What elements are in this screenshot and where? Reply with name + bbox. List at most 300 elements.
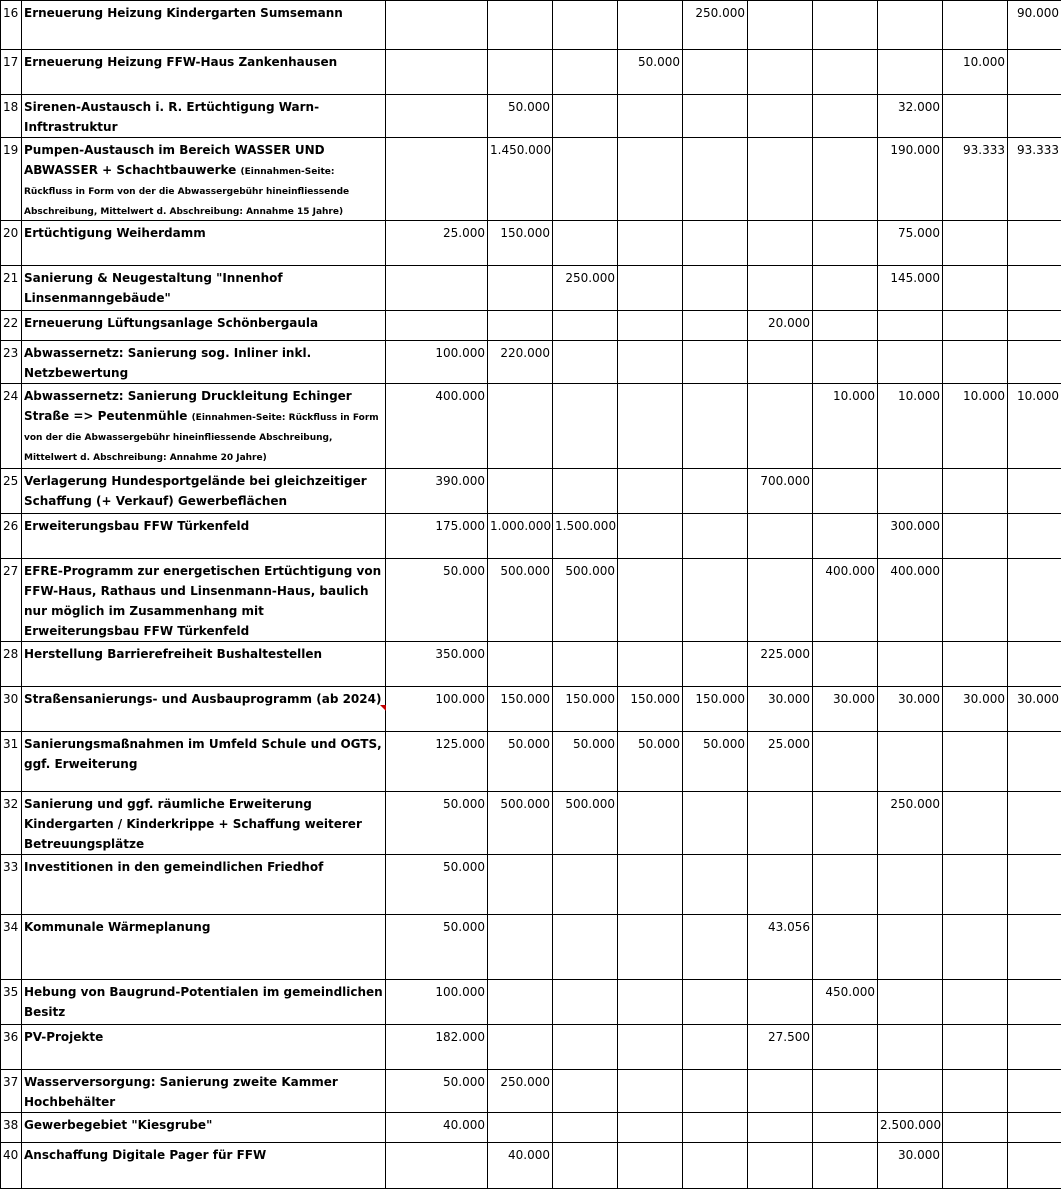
value-cell[interactable]: 350.000 — [386, 642, 488, 687]
description-text: Straßensanierungs- und Ausbauprogramm (ab 2024) — [24, 692, 381, 706]
value-cell[interactable] — [748, 792, 813, 855]
row-number-cell[interactable]: 27 — [1, 559, 22, 642]
value-cell[interactable] — [683, 50, 748, 95]
value-cell[interactable] — [386, 95, 488, 138]
value-cell[interactable] — [553, 138, 618, 221]
value-cell[interactable] — [553, 1, 618, 50]
description-note: (Einnahmen-Seite: Rückfluss in Form von der die Abwassergebühr hineinfliessende Abschreibung, Mittelwert d. Abschreibung: Annahme 20 Jahre) — [24, 413, 379, 463]
table-row — [1, 384, 1061, 469]
value-cell[interactable] — [813, 138, 878, 221]
description-cell[interactable] — [22, 138, 386, 221]
value-cell[interactable] — [748, 138, 813, 221]
value-cell[interactable]: 50.000 — [618, 50, 683, 95]
value-cell[interactable] — [878, 1070, 943, 1113]
value-cell[interactable]: 500.000 — [553, 792, 618, 855]
description-cell[interactable] — [22, 384, 386, 469]
value-cell[interactable]: 50.000 — [386, 792, 488, 855]
value-cell[interactable] — [1008, 311, 1061, 341]
value-cell[interactable]: 10.000 — [813, 384, 878, 469]
row-number-cell[interactable]: 23 — [1, 341, 22, 384]
description-cell[interactable] — [22, 1, 386, 50]
value-cell[interactable] — [1008, 341, 1061, 384]
value-cell[interactable] — [683, 469, 748, 514]
value-cell[interactable]: 150.000 — [488, 687, 553, 732]
value-cell[interactable]: 25.000 — [386, 221, 488, 266]
value-cell[interactable]: 220.000 — [488, 341, 553, 384]
value-cell[interactable] — [1008, 469, 1061, 514]
value-cell[interactable] — [553, 855, 618, 915]
value-cell[interactable]: 50.000 — [683, 732, 748, 792]
description-cell[interactable] — [22, 732, 386, 792]
value-cell[interactable] — [1008, 1025, 1061, 1070]
value-cell[interactable]: 30.000 — [943, 687, 1008, 732]
value-cell[interactable] — [878, 915, 943, 980]
row-number-cell[interactable]: 22 — [1, 311, 22, 341]
value-cell[interactable] — [748, 50, 813, 95]
value-cell[interactable] — [386, 1143, 488, 1189]
description-cell[interactable] — [22, 50, 386, 95]
value-cell[interactable] — [813, 915, 878, 980]
value-cell[interactable] — [553, 384, 618, 469]
value-cell[interactable] — [943, 792, 1008, 855]
value-cell[interactable] — [618, 138, 683, 221]
value-cell[interactable] — [943, 1143, 1008, 1189]
value-cell[interactable]: 100.000 — [386, 341, 488, 384]
description-cell[interactable] — [22, 559, 386, 642]
value-cell[interactable] — [618, 792, 683, 855]
row-number-cell[interactable]: 21 — [1, 266, 22, 311]
description-text: Kommunale Wärmeplanung — [24, 920, 210, 934]
value-cell[interactable] — [748, 266, 813, 311]
value-cell[interactable] — [618, 559, 683, 642]
description-cell[interactable] — [22, 341, 386, 384]
value-cell[interactable] — [553, 50, 618, 95]
row-number-cell[interactable]: 26 — [1, 514, 22, 559]
value-cell[interactable]: 90.000 — [1008, 1, 1061, 50]
value-cell[interactable] — [813, 1113, 878, 1143]
value-cell[interactable]: 1.450.000 — [488, 138, 553, 221]
value-cell[interactable] — [683, 341, 748, 384]
description-cell[interactable] — [22, 915, 386, 980]
value-cell[interactable] — [386, 138, 488, 221]
value-cell[interactable] — [553, 980, 618, 1025]
value-cell[interactable] — [813, 95, 878, 138]
value-cell[interactable] — [618, 266, 683, 311]
description-cell[interactable] — [22, 1143, 386, 1189]
description-cell[interactable] — [22, 469, 386, 514]
value-cell[interactable]: 25.000 — [748, 732, 813, 792]
value-cell[interactable] — [683, 915, 748, 980]
value-cell[interactable]: 75.000 — [878, 221, 943, 266]
value-cell[interactable]: 225.000 — [748, 642, 813, 687]
description-cell[interactable] — [22, 221, 386, 266]
description-cell[interactable] — [22, 1070, 386, 1113]
value-cell[interactable] — [618, 915, 683, 980]
value-cell[interactable]: 400.000 — [386, 384, 488, 469]
value-cell[interactable]: 500.000 — [488, 792, 553, 855]
value-cell[interactable]: 32.000 — [878, 95, 943, 138]
row-number-cell[interactable]: 20 — [1, 221, 22, 266]
value-cell[interactable] — [683, 642, 748, 687]
value-cell[interactable] — [813, 311, 878, 341]
value-cell[interactable] — [813, 855, 878, 915]
value-cell[interactable] — [748, 514, 813, 559]
value-cell[interactable] — [878, 50, 943, 95]
description-cell[interactable] — [22, 95, 386, 138]
value-cell[interactable] — [683, 1025, 748, 1070]
value-cell[interactable] — [553, 1025, 618, 1070]
value-cell[interactable] — [553, 221, 618, 266]
value-cell[interactable] — [878, 642, 943, 687]
value-cell[interactable]: 50.000 — [488, 95, 553, 138]
value-cell[interactable] — [813, 221, 878, 266]
value-cell[interactable] — [813, 469, 878, 514]
value-cell[interactable] — [943, 1113, 1008, 1143]
row-number-cell[interactable]: 19 — [1, 138, 22, 221]
value-cell[interactable] — [748, 980, 813, 1025]
value-cell[interactable] — [618, 1070, 683, 1113]
value-cell[interactable]: 100.000 — [386, 980, 488, 1025]
value-cell[interactable] — [1008, 980, 1061, 1025]
value-cell[interactable] — [813, 732, 878, 792]
value-cell[interactable]: 175.000 — [386, 514, 488, 559]
value-cell[interactable] — [748, 559, 813, 642]
value-cell[interactable] — [618, 1, 683, 50]
table-row — [1, 855, 1061, 915]
value-cell[interactable] — [813, 642, 878, 687]
value-cell[interactable] — [553, 1143, 618, 1189]
value-cell[interactable] — [618, 469, 683, 514]
value-cell[interactable] — [683, 855, 748, 915]
table-row — [1, 1, 1061, 50]
value-cell[interactable] — [488, 1025, 553, 1070]
table-row — [1, 1143, 1061, 1189]
value-cell[interactable]: 1.500.000 — [553, 514, 618, 559]
value-cell[interactable]: 10.000 — [943, 50, 1008, 95]
value-cell[interactable]: 400.000 — [813, 559, 878, 642]
value-cell[interactable] — [488, 855, 553, 915]
value-cell[interactable] — [943, 980, 1008, 1025]
comment-indicator[interactable] — [380, 705, 386, 711]
value-cell[interactable]: 1.000.000 — [488, 514, 553, 559]
value-cell[interactable] — [618, 341, 683, 384]
value-cell[interactable] — [1008, 514, 1061, 559]
value-cell[interactable] — [1008, 855, 1061, 915]
value-cell[interactable] — [386, 311, 488, 341]
value-cell[interactable] — [618, 384, 683, 469]
row-number-cell[interactable]: 32 — [1, 792, 22, 855]
value-cell[interactable] — [1008, 1070, 1061, 1113]
table-row — [1, 514, 1061, 559]
value-cell[interactable] — [683, 95, 748, 138]
row-number-cell[interactable]: 31 — [1, 732, 22, 792]
value-cell[interactable] — [618, 1143, 683, 1189]
value-cell[interactable]: 2.500.000 — [878, 1113, 943, 1143]
table-row — [1, 559, 1061, 642]
value-cell[interactable]: 125.000 — [386, 732, 488, 792]
value-cell[interactable] — [488, 642, 553, 687]
value-cell[interactable]: 150.000 — [553, 687, 618, 732]
value-cell[interactable] — [943, 642, 1008, 687]
value-cell[interactable] — [878, 1025, 943, 1070]
description-text: Gewerbegebiet "Kiesgrube" — [24, 1118, 212, 1132]
value-cell[interactable] — [813, 1, 878, 50]
value-cell[interactable] — [748, 384, 813, 469]
value-cell[interactable] — [618, 855, 683, 915]
value-cell[interactable] — [748, 221, 813, 266]
value-cell[interactable] — [878, 469, 943, 514]
value-cell[interactable] — [683, 792, 748, 855]
value-cell[interactable]: 450.000 — [813, 980, 878, 1025]
value-cell[interactable]: 30.000 — [878, 1143, 943, 1189]
row-number-cell[interactable]: 40 — [1, 1143, 22, 1189]
value-cell[interactable] — [748, 95, 813, 138]
value-cell[interactable] — [943, 469, 1008, 514]
value-cell[interactable] — [1008, 915, 1061, 980]
value-cell[interactable] — [488, 915, 553, 980]
value-cell[interactable] — [683, 138, 748, 221]
value-cell[interactable]: 50.000 — [386, 855, 488, 915]
value-cell[interactable] — [943, 1070, 1008, 1113]
value-cell[interactable] — [878, 980, 943, 1025]
value-cell[interactable] — [618, 221, 683, 266]
row-number-cell[interactable]: 28 — [1, 642, 22, 687]
value-cell[interactable] — [1008, 732, 1061, 792]
value-cell[interactable]: 145.000 — [878, 266, 943, 311]
value-cell[interactable] — [878, 732, 943, 792]
value-cell[interactable]: 27.500 — [748, 1025, 813, 1070]
row-number-cell[interactable]: 33 — [1, 855, 22, 915]
value-cell[interactable] — [943, 1, 1008, 50]
value-cell[interactable]: 400.000 — [878, 559, 943, 642]
value-cell[interactable] — [813, 1143, 878, 1189]
value-cell[interactable]: 10.000 — [1008, 384, 1061, 469]
value-cell[interactable] — [943, 95, 1008, 138]
value-cell[interactable] — [618, 1025, 683, 1070]
description-cell[interactable] — [22, 1113, 386, 1143]
value-cell[interactable] — [813, 1025, 878, 1070]
value-cell[interactable]: 20.000 — [748, 311, 813, 341]
value-cell[interactable] — [618, 311, 683, 341]
value-cell[interactable] — [943, 221, 1008, 266]
value-cell[interactable] — [943, 1025, 1008, 1070]
value-cell[interactable] — [943, 559, 1008, 642]
value-cell[interactable] — [488, 266, 553, 311]
description-cell[interactable] — [22, 311, 386, 341]
row-number-cell[interactable]: 25 — [1, 469, 22, 514]
value-cell[interactable] — [683, 980, 748, 1025]
value-cell[interactable]: 93.333 — [943, 138, 1008, 221]
description-text: Sanierung & Neugestaltung "Innenhof Linsenmanngebäude" — [24, 271, 283, 305]
value-cell[interactable] — [943, 311, 1008, 341]
value-cell[interactable] — [748, 1, 813, 50]
value-cell[interactable] — [943, 514, 1008, 559]
description-cell[interactable] — [22, 687, 386, 732]
value-cell[interactable]: 50.000 — [553, 732, 618, 792]
description-text: Erweiterungsbau FFW Türkenfeld — [24, 519, 249, 533]
value-cell[interactable]: 40.000 — [386, 1113, 488, 1143]
value-cell[interactable] — [553, 1113, 618, 1143]
value-cell[interactable]: 30.000 — [748, 687, 813, 732]
value-cell[interactable] — [553, 642, 618, 687]
table-row — [1, 980, 1061, 1025]
value-cell[interactable] — [488, 1113, 553, 1143]
value-cell[interactable] — [1008, 1113, 1061, 1143]
value-cell[interactable]: 182.000 — [386, 1025, 488, 1070]
value-cell[interactable] — [683, 514, 748, 559]
row-number-cell[interactable]: 16 — [1, 1, 22, 50]
value-cell[interactable] — [618, 1113, 683, 1143]
value-cell[interactable] — [748, 341, 813, 384]
value-cell[interactable] — [1008, 642, 1061, 687]
value-cell[interactable] — [488, 469, 553, 514]
value-cell[interactable] — [488, 1, 553, 50]
table-row — [1, 221, 1061, 266]
value-cell[interactable] — [553, 341, 618, 384]
description-text: PV-Projekte — [24, 1030, 103, 1044]
value-cell[interactable] — [488, 311, 553, 341]
value-cell[interactable] — [618, 514, 683, 559]
value-cell[interactable]: 500.000 — [488, 559, 553, 642]
value-cell[interactable] — [683, 559, 748, 642]
value-cell[interactable] — [488, 980, 553, 1025]
row-number-cell[interactable]: 18 — [1, 95, 22, 138]
value-cell[interactable]: 30.000 — [878, 687, 943, 732]
table-row — [1, 311, 1061, 341]
value-cell[interactable] — [1008, 559, 1061, 642]
table-row — [1, 915, 1061, 980]
value-cell[interactable] — [813, 50, 878, 95]
row-number-cell[interactable]: 36 — [1, 1025, 22, 1070]
value-cell[interactable] — [878, 855, 943, 915]
value-cell[interactable]: 50.000 — [386, 559, 488, 642]
description-cell[interactable] — [22, 792, 386, 855]
value-cell[interactable] — [943, 732, 1008, 792]
table-row — [1, 50, 1061, 95]
value-cell[interactable] — [683, 1070, 748, 1113]
row-number-cell[interactable]: 34 — [1, 915, 22, 980]
value-cell[interactable] — [943, 266, 1008, 311]
value-cell[interactable]: 50.000 — [488, 732, 553, 792]
value-cell[interactable] — [683, 1143, 748, 1189]
value-cell[interactable]: 250.000 — [683, 1, 748, 50]
value-cell[interactable] — [1008, 221, 1061, 266]
value-cell[interactable]: 700.000 — [748, 469, 813, 514]
value-cell[interactable] — [618, 95, 683, 138]
value-cell[interactable] — [386, 266, 488, 311]
value-cell[interactable] — [813, 792, 878, 855]
row-number-cell[interactable]: 30 — [1, 687, 22, 732]
value-cell[interactable]: 50.000 — [386, 1070, 488, 1113]
value-cell[interactable] — [748, 855, 813, 915]
table-row — [1, 341, 1061, 384]
description-cell[interactable] — [22, 1025, 386, 1070]
value-cell[interactable]: 100.000 — [386, 687, 488, 732]
value-cell[interactable] — [813, 1070, 878, 1113]
table-row — [1, 469, 1061, 514]
value-cell[interactable] — [943, 855, 1008, 915]
value-cell[interactable]: 150.000 — [683, 687, 748, 732]
value-cell[interactable] — [813, 341, 878, 384]
value-cell[interactable] — [878, 341, 943, 384]
value-cell[interactable]: 10.000 — [878, 384, 943, 469]
value-cell[interactable] — [683, 221, 748, 266]
value-cell[interactable] — [553, 311, 618, 341]
description-text: Sanierung und ggf. räumliche Erweiterung Kindergarten / Kinderkrippe + Schaffung weiterer Betreuungsplätze — [24, 797, 362, 851]
value-cell[interactable] — [943, 341, 1008, 384]
value-cell[interactable] — [878, 311, 943, 341]
row-number-cell[interactable]: 38 — [1, 1113, 22, 1143]
value-cell[interactable]: 93.333 — [1008, 138, 1061, 221]
description-cell[interactable] — [22, 266, 386, 311]
value-cell[interactable] — [386, 50, 488, 95]
value-cell[interactable]: 190.000 — [878, 138, 943, 221]
row-number-cell[interactable]: 37 — [1, 1070, 22, 1113]
value-cell[interactable] — [618, 980, 683, 1025]
table-row — [1, 687, 1061, 732]
value-cell[interactable] — [553, 1070, 618, 1113]
value-cell[interactable] — [683, 311, 748, 341]
value-cell[interactable]: 250.000 — [878, 792, 943, 855]
value-cell[interactable] — [683, 384, 748, 469]
value-cell[interactable]: 250.000 — [553, 266, 618, 311]
value-cell[interactable] — [748, 1143, 813, 1189]
value-cell[interactable]: 300.000 — [878, 514, 943, 559]
value-cell[interactable] — [553, 95, 618, 138]
value-cell[interactable] — [878, 1, 943, 50]
value-cell[interactable] — [1008, 792, 1061, 855]
value-cell[interactable] — [488, 384, 553, 469]
value-cell[interactable]: 43.056 — [748, 915, 813, 980]
value-cell[interactable] — [1008, 266, 1061, 311]
value-cell[interactable]: 40.000 — [488, 1143, 553, 1189]
row-number-cell[interactable]: 17 — [1, 50, 22, 95]
value-cell[interactable]: 50.000 — [386, 915, 488, 980]
value-cell[interactable] — [943, 915, 1008, 980]
value-cell[interactable]: 150.000 — [618, 687, 683, 732]
value-cell[interactable] — [813, 514, 878, 559]
value-cell[interactable] — [488, 50, 553, 95]
value-cell[interactable]: 150.000 — [488, 221, 553, 266]
value-cell[interactable] — [683, 1113, 748, 1143]
value-cell[interactable] — [553, 469, 618, 514]
value-cell[interactable] — [1008, 50, 1061, 95]
value-cell[interactable] — [1008, 1143, 1061, 1189]
description-cell[interactable] — [22, 980, 386, 1025]
value-cell[interactable] — [553, 915, 618, 980]
value-cell[interactable]: 500.000 — [553, 559, 618, 642]
value-cell[interactable]: 250.000 — [488, 1070, 553, 1113]
value-cell[interactable] — [618, 642, 683, 687]
description-cell[interactable] — [22, 855, 386, 915]
description-cell[interactable] — [22, 642, 386, 687]
value-cell[interactable] — [386, 1, 488, 50]
value-cell[interactable]: 30.000 — [813, 687, 878, 732]
value-cell[interactable] — [1008, 95, 1061, 138]
row-number-cell[interactable]: 35 — [1, 980, 22, 1025]
description-text: Erneuerung Heizung Kindergarten Sumsemann — [24, 6, 343, 20]
value-cell[interactable]: 50.000 — [618, 732, 683, 792]
row-number-cell[interactable]: 24 — [1, 384, 22, 469]
value-cell[interactable] — [748, 1070, 813, 1113]
value-cell[interactable] — [683, 266, 748, 311]
value-cell[interactable]: 30.000 — [1008, 687, 1061, 732]
value-cell[interactable] — [813, 266, 878, 311]
value-cell[interactable] — [748, 1113, 813, 1143]
value-cell[interactable]: 390.000 — [386, 469, 488, 514]
description-cell[interactable] — [22, 514, 386, 559]
value-cell[interactable]: 10.000 — [943, 384, 1008, 469]
